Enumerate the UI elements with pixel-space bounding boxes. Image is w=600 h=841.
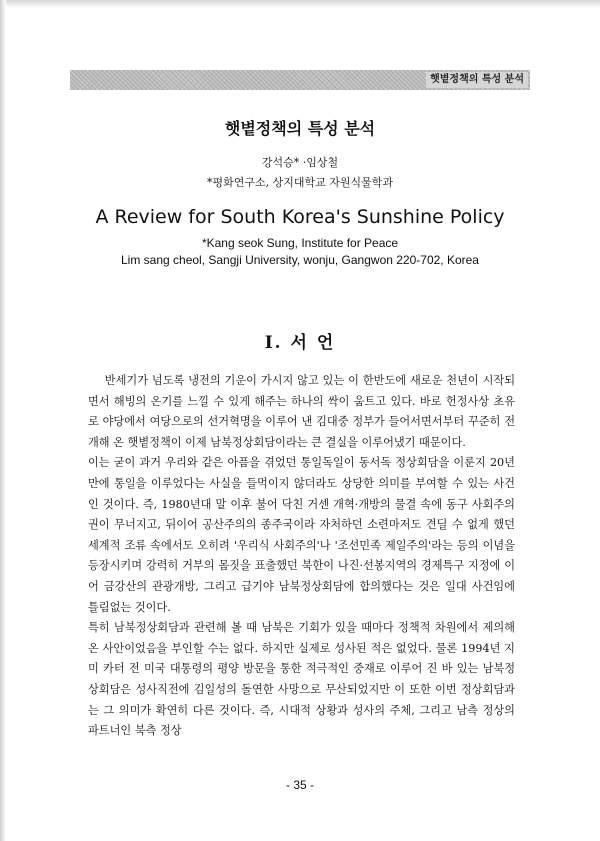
english-title: A Review for South Korea's Sunshine Policy bbox=[95, 206, 505, 228]
korean-title: 햇볕정책의 특성 분석 bbox=[224, 119, 376, 138]
body-text bbox=[88, 371, 515, 742]
scan-top-edge bbox=[0, 0, 600, 8]
affiliation-korean: *평화연구소, 상지대학교 자원식물학과 bbox=[206, 176, 393, 189]
authors-korean: 강석승* ·임상철 bbox=[261, 156, 339, 169]
body-paragraph: 반세기가 넘도록 냉전의 기운이 가시지 않고 있는 이 한반도에 새로운 천년이 시작되면서 해빙의 온기를 느낄 수 있게 해주는 하나의 싹이 움트고 있다. 바로 헌정사상 초유로 야당에서 여당으로의 선거혁명을 이루어 낸 김대중 정부가 들어서면서부터 꾸준히 전개해 온 햇볕정책이 이제 남북정상회담이라는 큰 결실을 이루어냈기 때문이다. bbox=[88, 374, 515, 449]
authors-english-line-1: *Kang seok Sung, Institute for Peace bbox=[201, 236, 399, 250]
authors-english-line-2: Lim sang cheol, Sangji University, wonju, Gangwon 220-702, Korea bbox=[121, 253, 479, 267]
running-head: 햇볕정책의 특성 분석 bbox=[426, 72, 528, 88]
body-paragraph: 특히 남북정상회담과 관련해 볼 때 남북은 기회가 있을 때마다 정책적 차원에서 제의해 온 사안이었음을 부인할 수는 없다. 하지만 실제로 성사된 적은 없었다. 물론 1994년 지미 카터 전 미국 대통령의 평양 방문을 통한 적극적인 중재로 이루어 진 바 있는 남북정상회담은 성사직전에 김일성의 돌연한 사망으로 무산되었지만 이 또한 이번 정상회담과는 그 의미가 확연히 다른 것이다. 즉, 시대적 상황과 성사의 주체, 그리고 남측 정상의 파트너인 북측 정상 bbox=[88, 621, 515, 738]
page-number: - 35 - bbox=[285, 778, 314, 792]
section-heading: Ⅰ. 서 언 bbox=[264, 333, 336, 353]
body-paragraph: 이는 굳이 과거 우리와 같은 아픔을 겪었던 통일독일이 동서독 정상회담을 이룬지 20년 만에 통일을 이루었다는 사실을 들먹이지 않더라도 상당한 의미를 부여할 수 있는 사건인 것이다. 즉, 1980년대 말 이후 불어 닥친 거센 개혁·개방의 물결 속에 동구 사회주의권이 무너지고, 뒤이어 공산주의의 종주국이라 자처하던 소련마저도 견딜 수 없게 했던 세계적 조류 속에서도 오히려 '우리식 사회주의'나 '조선민족 제일주의'라는 등의 이념을 등장시키며 강력히 거부의 몸짓을 표출했던 북한이 나진·선봉지역의 경제특구 지정에 이어 금강산의 관광개방, 그리고 급기야 남북정상회담에 합의했다는 것은 일대 사건임에 틀림없는 것이다. bbox=[88, 456, 515, 614]
